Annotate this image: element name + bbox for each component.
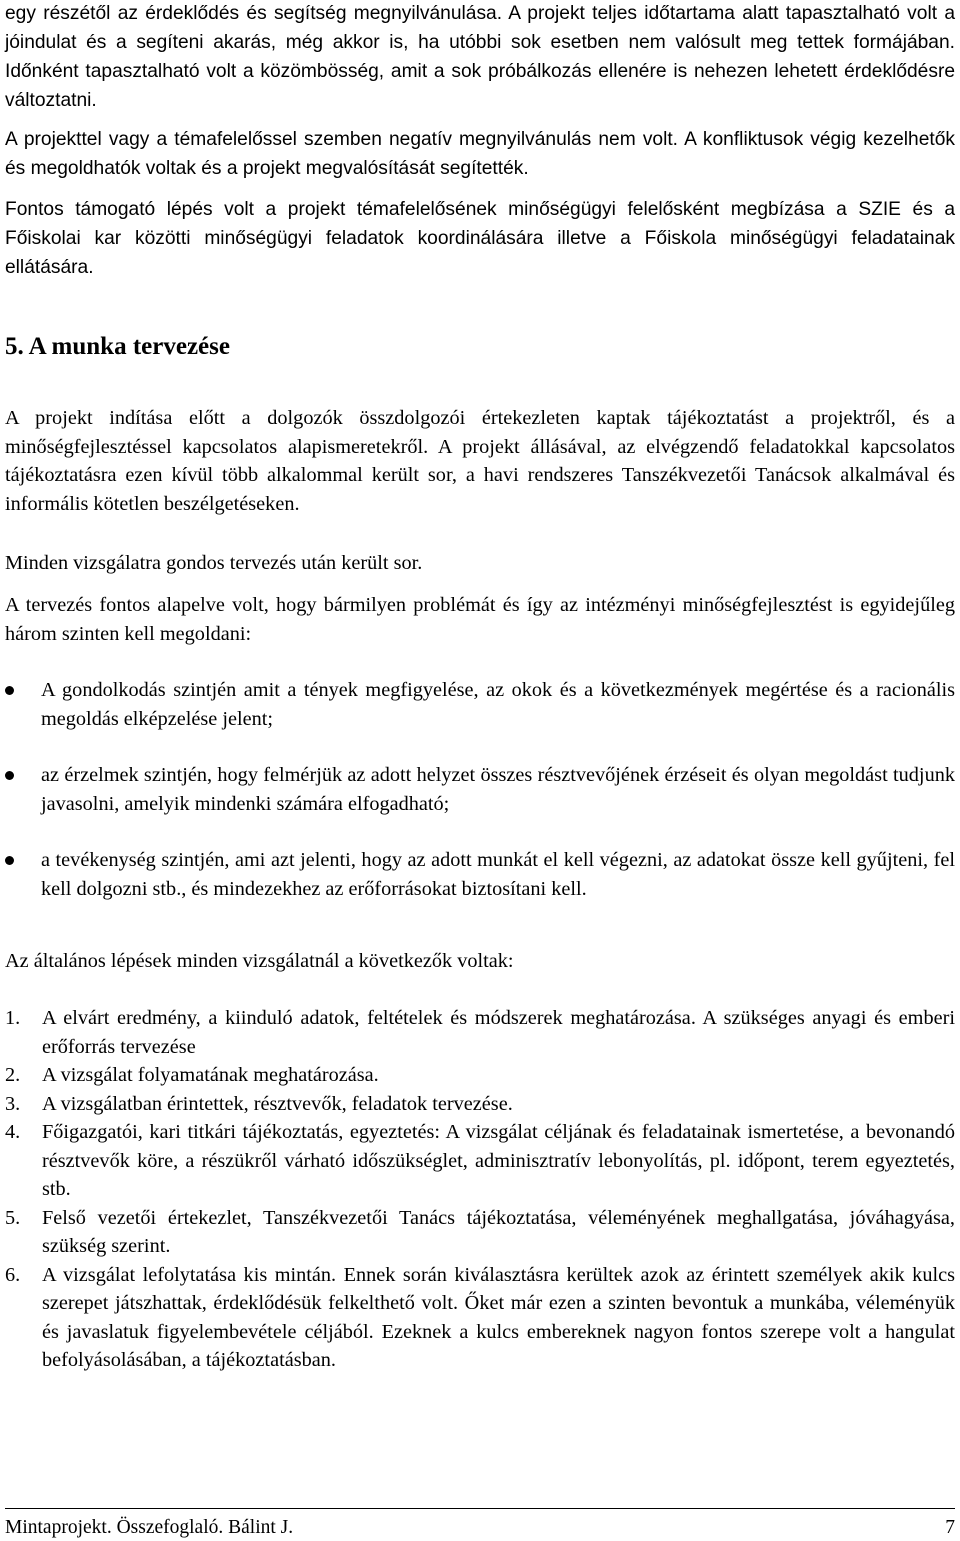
list-item-text: A vizsgálat lefolytatása kis mintán. Ennek során kiválasztásra kerültek azok az érintett személyek akik kulcs szerepet játszhattak, érdeklődésük felkelthető volt. Őket már ezen a szinten bevontuk a munkába, véleményük és javaslatuk figyelembevétele céljából. Ezeknek a kulcs embereknek nagyon fontos szerepe volt a hangulat befolyásolásában, a tájékoztatásban.: [42, 1263, 955, 1371]
list-number: 1.: [5, 1007, 21, 1029]
page-footer: [5, 1516, 955, 1540]
paragraph-5: Minden vizsgálatra gondos tervezés után került sor.: [5, 552, 423, 574]
intro-paragraph: [5, 0, 955, 115]
list-item-text: A vizsgálat folyamatának meghatározása.: [42, 1064, 379, 1086]
list-item: [5, 1204, 955, 1261]
list-item: [5, 1061, 955, 1090]
list-item-text: a tevékenység szintjén, ami azt jelenti, hogy az adott munkát el kell végezni, az adatokat össze kell gyűjteni, fel kell dolgozni stb., és mindezekhez az erőforrásokat biztosítani kell.: [41, 849, 955, 900]
list-item-text: Főigazgatói, kari titkári tájékoztatás, egyeztetés: A vizsgálat céljának és feladatainak ismertetése, a bevonandó résztvevők köre, a részükről várható időszükséglet, adminisztratív lebonyolítás, pl. időpont, terem egyeztetés, stb.: [42, 1121, 955, 1200]
list-item-text: az érzelmek szintjén, hogy felmérjük az adott helyzet összes résztvevőjének érzéseit és olyan megoldást tudjunk javasolni, amelyik mindenki számára elfogadható;: [41, 764, 955, 815]
list-number: 2.: [5, 1064, 21, 1086]
steps-list: [5, 1004, 955, 1375]
section-heading: 5. A munka tervezése: [5, 333, 230, 360]
list-item: [5, 1004, 955, 1061]
list-number: 3.: [5, 1092, 21, 1115]
paragraph-3: Fontos támogató lépés volt a projekt témafelelősének minőségügyi felelősként megbízása a SZIE és a Főiskolai kar közötti minőségügyi feladatok koordinálására illetve a Főiskola minőségügyi feladatainak ellátására.: [5, 199, 955, 278]
planning-note: [5, 549, 955, 578]
list-item-text: A gondolkodás szintjén amit a tények megfigyelése, az okok és a következmények megértése és a racionális megoldás elképzelése jelent;: [41, 679, 955, 730]
list-item: [5, 1118, 955, 1204]
paragraph-1: egy részétől az érdeklődés és segítség megnyilvánulása. A projekt teljes időtartama alatt tapasztalható volt a jóindulat és a segíteni akarás, még akkor is, ha utóbbi sok esetben nem valósult meg tettek formájában. Időnként tapasztalható volt a közömbösség, amit a sok próbálkozás ellenére is nehezen lehetett érdeklődésre változtatni.: [5, 3, 955, 111]
bullet-icon: [5, 856, 14, 865]
list-item-text: Felső vezetői értekezlet, Tanszékvezetői Tanács tájékoztatása, véleményének meghallgatása, jóváhagyása, szükség szerint.: [42, 1206, 955, 1257]
paragraph-4: A projekt indítása előtt a dolgozók összdolgozói értekezleten kaptak tájékoztatást a projektről, és a minőségfejlesztéssel kapcsolatos alapismeretekről. A projekt állásával, az elvégzendő feladatokkal kapcsolatos tájékoztatásra ezen kívül több alkalommal került sor, a havi rendszeres Tanszékvezetői Tanácsok alkalmával és informális kötetlen beszélgetéseken.: [5, 407, 955, 515]
list-item: [5, 676, 955, 733]
list-item: [5, 761, 955, 818]
principle-paragraph: [5, 591, 955, 648]
levels-list: [5, 676, 955, 903]
steps-intro: [5, 947, 955, 976]
page-number: 7: [945, 1517, 955, 1538]
paragraph-6: A tervezés fontos alapelve volt, hogy bármilyen problémát és így az intézményi minőségfejlesztést is egyidejűleg három szinten kell megoldani:: [5, 594, 955, 645]
list-item-text: A elvárt eredmény, a kiinduló adatok, feltételek és módszerek meghatározása. A szükséges anyagi és emberi erőforrás tervezése: [42, 1007, 955, 1058]
list-item-text: A vizsgálatban érintettek, résztvevők, feladatok tervezése.: [42, 1092, 513, 1115]
list-number: 5.: [5, 1206, 21, 1229]
section-intro: [5, 404, 955, 518]
footer-title: Mintaprojekt. Összefoglaló. Bálint J.: [5, 1517, 294, 1538]
list-number: 4.: [5, 1121, 21, 1143]
bullet-icon: [5, 771, 14, 780]
paragraph-7: Az általános lépések minden vizsgálatnál a következők voltak:: [5, 950, 514, 972]
support-paragraph: [5, 195, 955, 282]
footer-divider: [5, 1508, 955, 1509]
list-item: [5, 1090, 955, 1119]
list-item: [5, 846, 955, 903]
list-item: [5, 1261, 955, 1375]
bullet-icon: [5, 686, 14, 695]
paragraph-2: A projekttel vagy a témafelelőssel szemben negatív megnyilvánulás nem volt. A konfliktusok végig kezelhetők és megoldhatók voltak és a projekt megvalósítását segítették.: [5, 129, 955, 179]
conflict-paragraph: [5, 125, 955, 183]
list-number: 6.: [5, 1263, 21, 1286]
